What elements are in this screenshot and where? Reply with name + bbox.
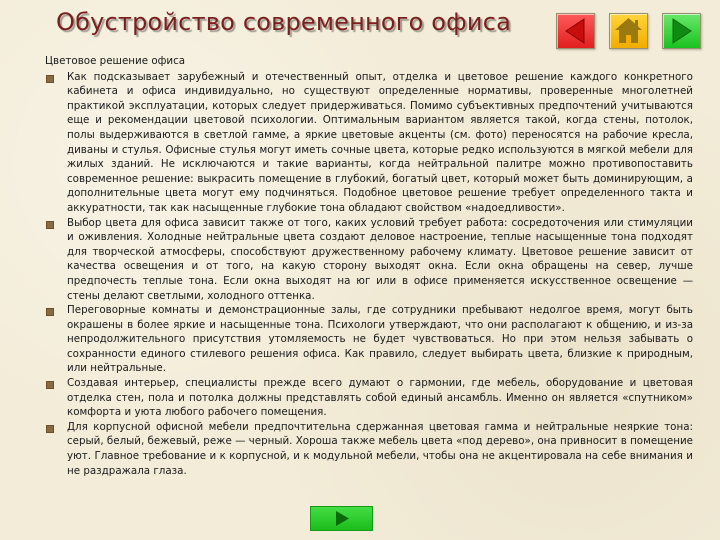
back-arrow-icon [557, 14, 594, 48]
next-button[interactable] [310, 506, 373, 531]
list-item [45, 376, 693, 420]
bullet-text: Для корпусной офисной мебели предпочтительна сдержанная цветовая гамма и нейтральные неяркие тона: серый, белый, бежевый, реже — черный. Хороша также мебель цвета «под дерево», она привносит в помещение уют. Главное требование и к корпусной, и к модульной мебели, чтобы она не акцентировала на себе внимания и не раздражала глаза. [67, 420, 693, 477]
list-item [45, 70, 693, 216]
list-item [45, 420, 693, 478]
back-button[interactable] [556, 13, 595, 49]
bullet-icon [46, 308, 54, 316]
list-item [45, 216, 693, 304]
bullet-text: Как подсказывает зарубежный и отечественный опыт, отделка и цветовое решение каждого конкретного кабинета и офиса индивидуально, но существуют определенные нормативы, проверенные многолетней практикой эксплуатации, которых следует придерживаться. Помимо субъективных предпочтений учитываются еще и рекомендации цветовой психологии. Оптимальным вариантом является такой, когда стены, потолок, полы выдерживаются в светлой гамме, а яркие цветовые акценты (см. фото) переносятся на рабочие кресла, диваны и стулья. Офисные стулья могут иметь сочные цвета, которые редко используются в мягкой мебели для жилых зданий. Не исключаются и такие варианты, когда нейтральной палитре можно противопоставить современное решение: выкрасить помещение в глубокий, богатый цвет, который может быть доминирующим, а дополнительные цвета могут ему подчиняться. Подобное цветовое решение требует определенного такта и аккуратности, так как насыщенные глубокие тона обладают свойством «надоедливости». [67, 70, 693, 214]
section-heading: Цветовое решение офиса [45, 55, 186, 67]
bullet-icon [46, 425, 54, 433]
content-area [45, 54, 693, 478]
slide-title: Обустройство современного офиса [56, 8, 512, 36]
bullet-icon [46, 381, 54, 389]
bullet-text: Переговорные комнаты и демонстрационные залы, где сотрудники пребывают недолгое время, могут быть окрашены в более яркие и насыщенные тона. Психологи утверждают, что они располагают к общению, и из-за непродолжительного присутствия утомляемость не будет чувствоваться. Но при этом нельзя забывать о сохранности единого стилевого решения офиса. Как правило, следует выбирать цвета, близкие к природным, или нейтральные. [67, 304, 693, 375]
home-button[interactable] [609, 13, 648, 49]
bullet-text: Создавая интерьер, специалисты прежде всего думают о гармонии, где мебель, оборудование и цветовая отделка стен, пола и потолка должны представлять собой единый ансамбль. Именно он является «спутником» комфорта и уюта любого рабочего помещения. [67, 377, 693, 419]
forward-button[interactable] [662, 13, 701, 49]
bullet-icon [46, 221, 54, 229]
home-icon [610, 14, 647, 48]
bullet-list [45, 70, 693, 479]
bullet-text: Выбор цвета для офиса зависит также от того, каких условий требует работа: сосредоточения или стимуляции и оживления. Холодные нейтральные цвета создают деловое настроение, теплые насыщенные тона подходят для творческой атмосферы, способствуют дружественному рабочему климату. Цветовое решение зависит от качества освещения и от того, на какую сторону выходят окна. Если окна обращены на север, лучше предпочесть теплые тона. Если окна выходят на юг или в офисе применяется искусственное освещение — стены делают светлыми, холодного оттенка. [67, 216, 693, 302]
list-item [45, 303, 693, 376]
bullet-icon [46, 75, 54, 83]
play-arrow-icon [332, 510, 352, 527]
forward-arrow-icon [663, 14, 700, 48]
